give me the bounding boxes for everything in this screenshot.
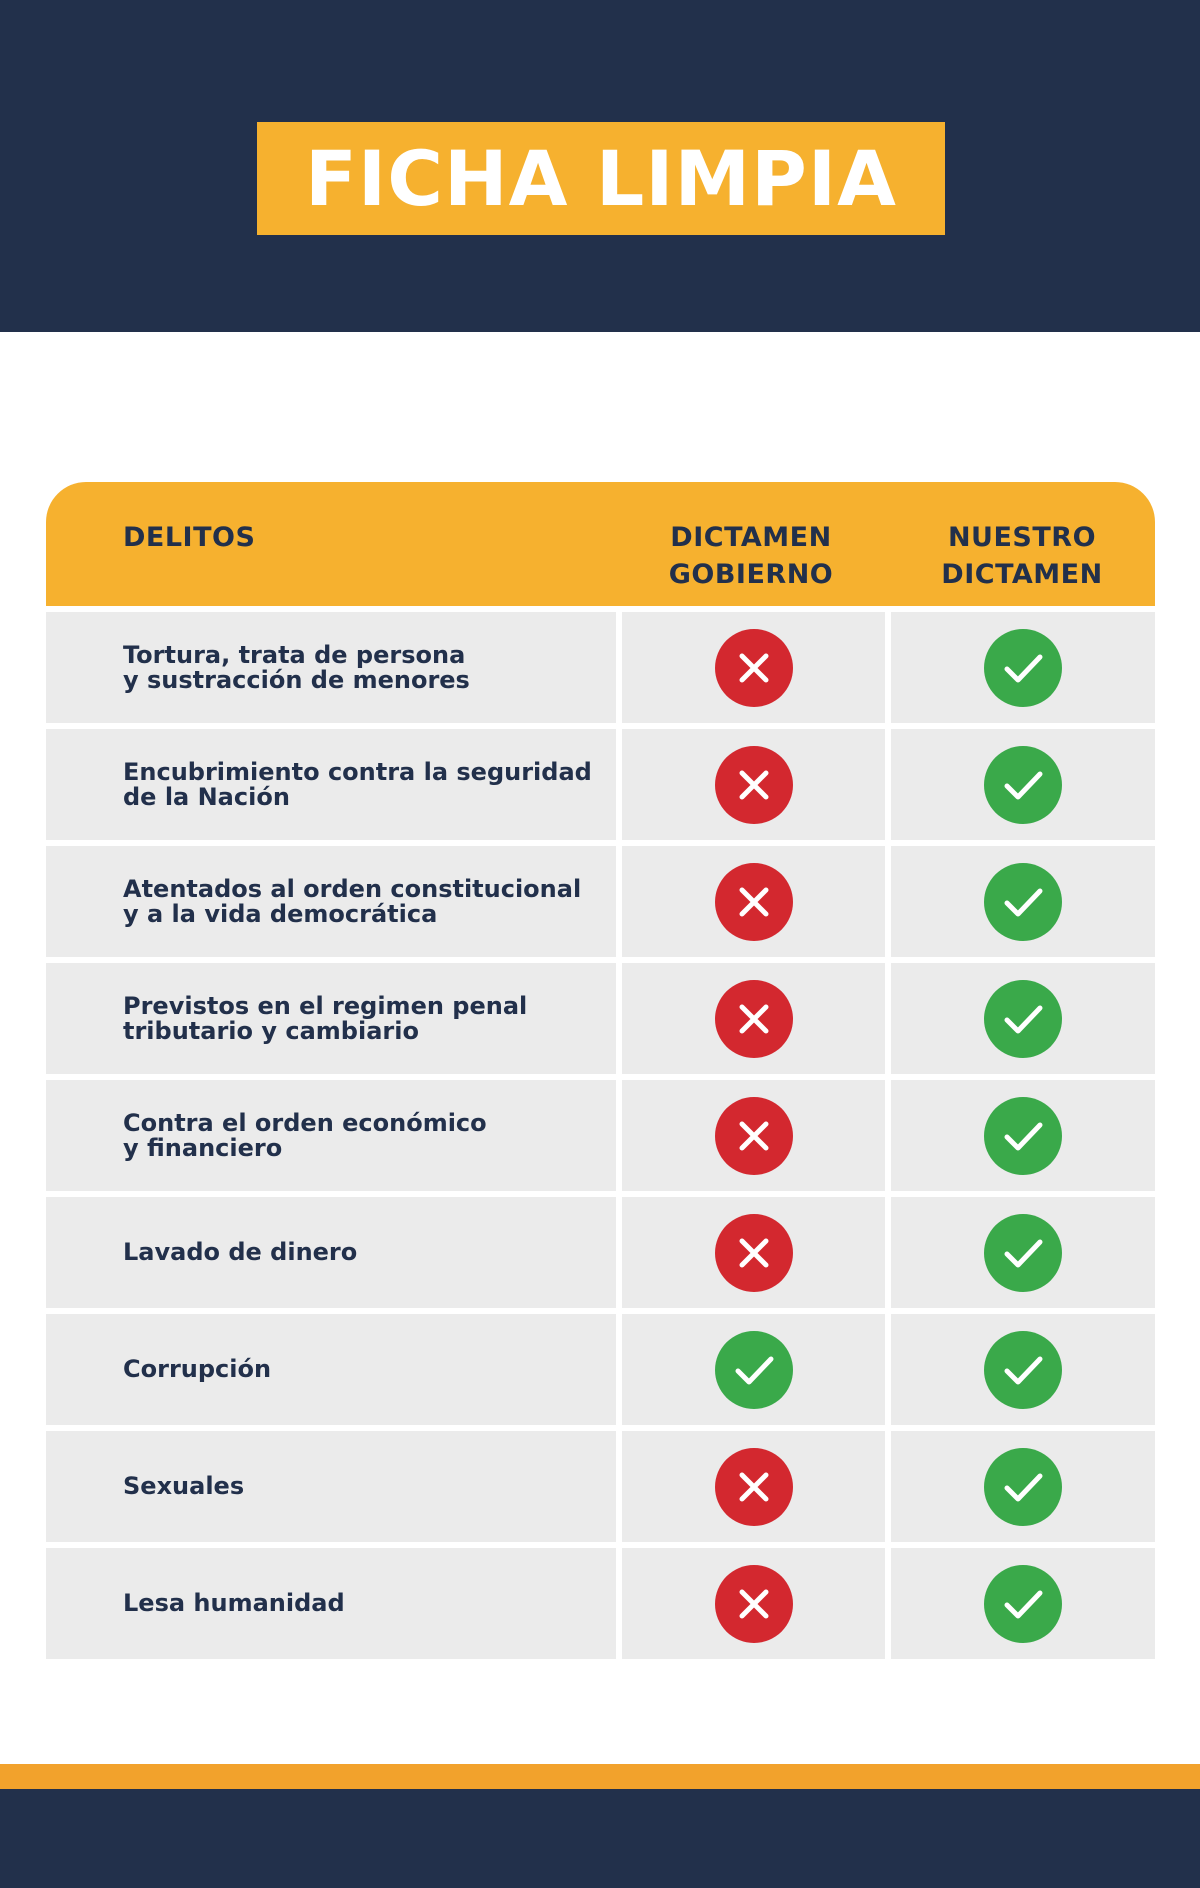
table-body xyxy=(46,612,1155,1659)
gobierno-cell xyxy=(622,612,885,723)
table-row xyxy=(46,1548,1155,1659)
check-icon xyxy=(984,1565,1062,1643)
gobierno-cell xyxy=(622,1431,885,1542)
x-icon xyxy=(715,629,793,707)
table-row xyxy=(46,1197,1155,1308)
row-label-cell xyxy=(46,612,616,723)
gobierno-cell xyxy=(622,1314,885,1425)
header-banner xyxy=(0,0,1200,332)
nuestro-cell xyxy=(891,846,1155,957)
nuestro-cell xyxy=(891,1080,1155,1191)
table-header xyxy=(46,482,1155,606)
row-label-cell xyxy=(46,1080,616,1191)
check-icon xyxy=(715,1331,793,1409)
row-label: Lesa humanidad xyxy=(123,1589,345,1617)
table-row xyxy=(46,846,1155,957)
row-label: Encubrimiento contra la seguridad de la Nación xyxy=(123,757,592,811)
header-gobierno-line2: GOBIERNO xyxy=(668,559,834,590)
check-icon xyxy=(984,629,1062,707)
row-label: Corrupción xyxy=(123,1355,272,1383)
table-row xyxy=(46,1314,1155,1425)
row-label: Tortura, trata de persona y sustracción de menores xyxy=(123,640,470,694)
row-label: Previstos en el regimen penal tributario y cambiario xyxy=(123,991,528,1045)
x-icon xyxy=(715,1448,793,1526)
table-row xyxy=(46,612,1155,723)
check-icon xyxy=(984,1214,1062,1292)
footer-stripe xyxy=(0,1764,1200,1789)
check-icon xyxy=(984,746,1062,824)
table-row xyxy=(46,1080,1155,1191)
row-label: Sexuales xyxy=(123,1472,245,1500)
x-icon xyxy=(715,1565,793,1643)
x-icon xyxy=(715,863,793,941)
row-label-cell xyxy=(46,729,616,840)
title-box xyxy=(257,122,945,235)
nuestro-cell xyxy=(891,963,1155,1074)
nuestro-cell xyxy=(891,1548,1155,1659)
gobierno-cell xyxy=(622,963,885,1074)
x-icon xyxy=(715,746,793,824)
row-label: Atentados al orden constitucional y a la vida democrática xyxy=(123,874,582,928)
row-label: Contra el orden económico y financiero xyxy=(123,1108,487,1162)
gobierno-cell xyxy=(622,1080,885,1191)
x-icon xyxy=(715,980,793,1058)
gobierno-cell xyxy=(622,729,885,840)
check-icon xyxy=(984,980,1062,1058)
comparison-table xyxy=(46,482,1155,1659)
header-delitos xyxy=(123,519,255,556)
header-delitos-label: DELITOS xyxy=(123,522,256,553)
row-label-cell xyxy=(46,846,616,957)
page-title: FICHA LIMPIA xyxy=(305,133,897,223)
row-label-cell xyxy=(46,1197,616,1308)
row-label-cell xyxy=(46,1314,616,1425)
nuestro-cell xyxy=(891,1431,1155,1542)
nuestro-cell xyxy=(891,612,1155,723)
row-label-cell xyxy=(46,1548,616,1659)
gobierno-cell xyxy=(622,1197,885,1308)
check-icon xyxy=(984,1448,1062,1526)
gobierno-cell xyxy=(622,846,885,957)
footer-bar xyxy=(0,1789,1200,1888)
header-dictamen-gobierno xyxy=(618,519,884,593)
x-icon xyxy=(715,1097,793,1175)
row-label-cell xyxy=(46,963,616,1074)
nuestro-cell xyxy=(891,729,1155,840)
check-icon xyxy=(984,1331,1062,1409)
x-icon xyxy=(715,1214,793,1292)
check-icon xyxy=(984,863,1062,941)
gobierno-cell xyxy=(622,1548,885,1659)
table-row xyxy=(46,1431,1155,1542)
header-nuestro-line2: DICTAMEN xyxy=(941,559,1103,590)
header-gobierno-line1: DICTAMEN xyxy=(670,522,832,553)
row-label: Lavado de dinero xyxy=(123,1238,358,1266)
table-row xyxy=(46,963,1155,1074)
nuestro-cell xyxy=(891,1197,1155,1308)
header-nuestro-line1: NUESTRO xyxy=(947,522,1097,553)
table-row xyxy=(46,729,1155,840)
header-nuestro-dictamen xyxy=(889,519,1155,593)
row-label-cell xyxy=(46,1431,616,1542)
nuestro-cell xyxy=(891,1314,1155,1425)
check-icon xyxy=(984,1097,1062,1175)
